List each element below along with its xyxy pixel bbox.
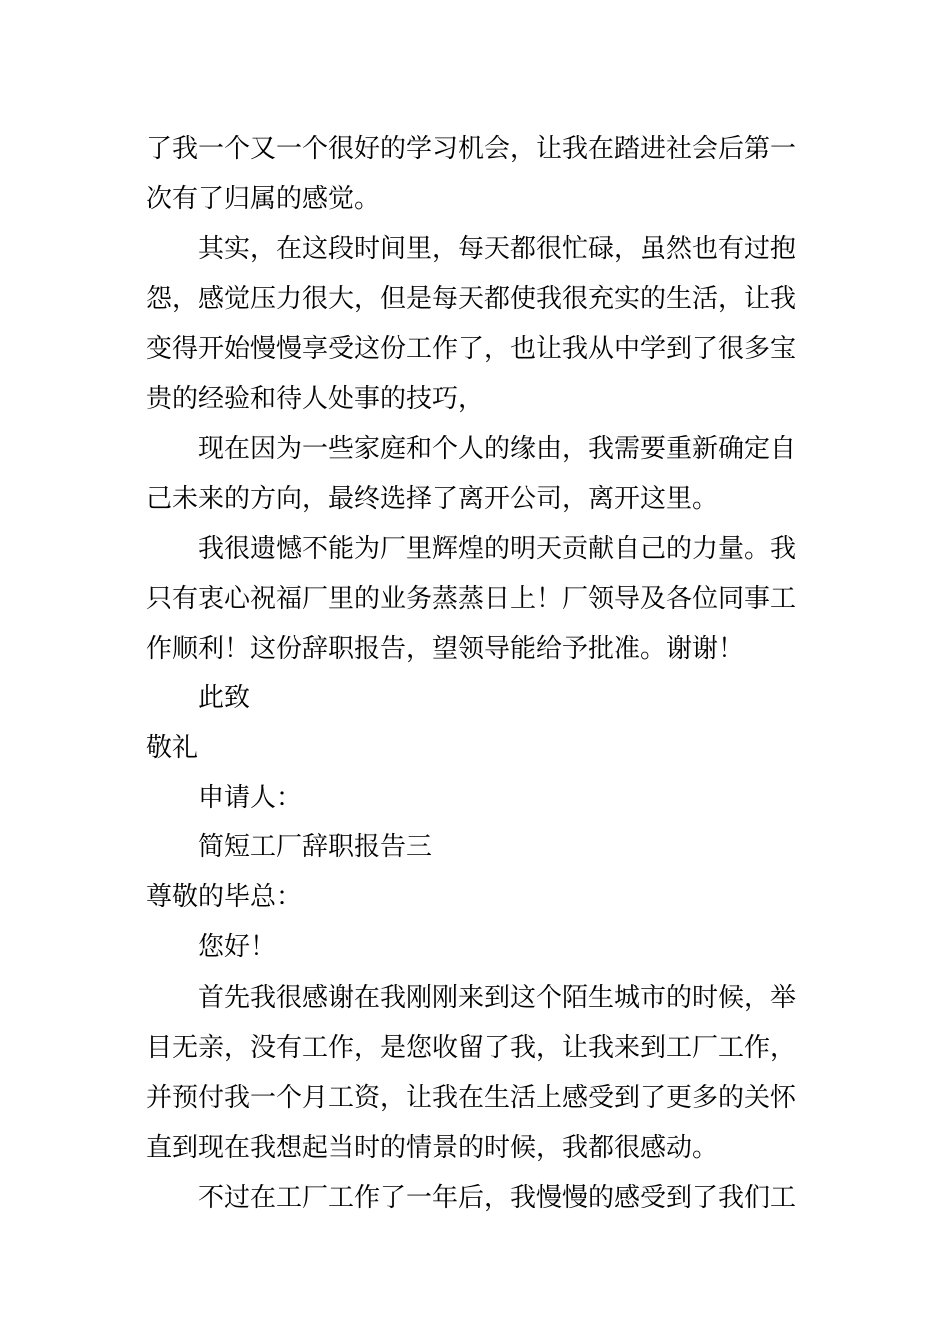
closing-salutation: 此致 xyxy=(198,683,251,713)
text-line: 己未来的方向，最终选择了离开公司，离开这里。 xyxy=(146,484,719,514)
paragraph-start-line: 现在因为一些家庭和个人的缘由，我需要重新确定自 xyxy=(198,434,797,464)
paragraph-start-line: 首先我很感谢在我刚刚来到这个陌生城市的时候，举 xyxy=(198,983,797,1013)
paragraph-start-line: 我很遗憾不能为厂里辉煌的明天贡献自己的力量。我 xyxy=(198,534,797,564)
text-line: 目无亲，没有工作，是您收留了我，让我来到工厂工作， xyxy=(146,1033,797,1063)
text-line: 贵的经验和待人处事的技巧， xyxy=(146,384,485,414)
section-title: 简短工厂辞职报告三 xyxy=(198,832,433,862)
letter-salutation: 尊敬的毕总： xyxy=(146,882,303,912)
paragraph-start-line: 不过在工厂工作了一年后，我慢慢的感受到了我们工 xyxy=(198,1183,797,1213)
text-line: 并预付我一个月工资，让我在生活上感受到了更多的关怀 xyxy=(146,1083,797,1113)
text-line: 变得开始慢慢享受这份工作了，也让我从中学到了很多宝 xyxy=(146,334,797,364)
text-line: 次有了归属的感觉。 xyxy=(146,184,381,214)
paragraph-start-line: 其实，在这段时间里，每天都很忙碌，虽然也有过抱 xyxy=(198,234,797,264)
text-line: 怨，感觉压力很大，但是每天都使我很充实的生活，让我 xyxy=(146,284,797,314)
closing-regards: 敬礼 xyxy=(146,733,199,763)
text-line: 了我一个又一个很好的学习机会，让我在踏进社会后第一 xyxy=(146,134,797,164)
text-line: 只有衷心祝福厂里的业务蒸蒸日上！厂领导及各位同事工 xyxy=(146,584,797,614)
greeting: 您好！ xyxy=(198,932,277,962)
text-line: 作顺利！这份辞职报告，望领导能给予批准。谢谢！ xyxy=(146,634,745,664)
applicant-label: 申请人： xyxy=(198,783,303,813)
text-line: 直到现在我想起当时的情景的时候，我都很感动。 xyxy=(146,1133,719,1163)
